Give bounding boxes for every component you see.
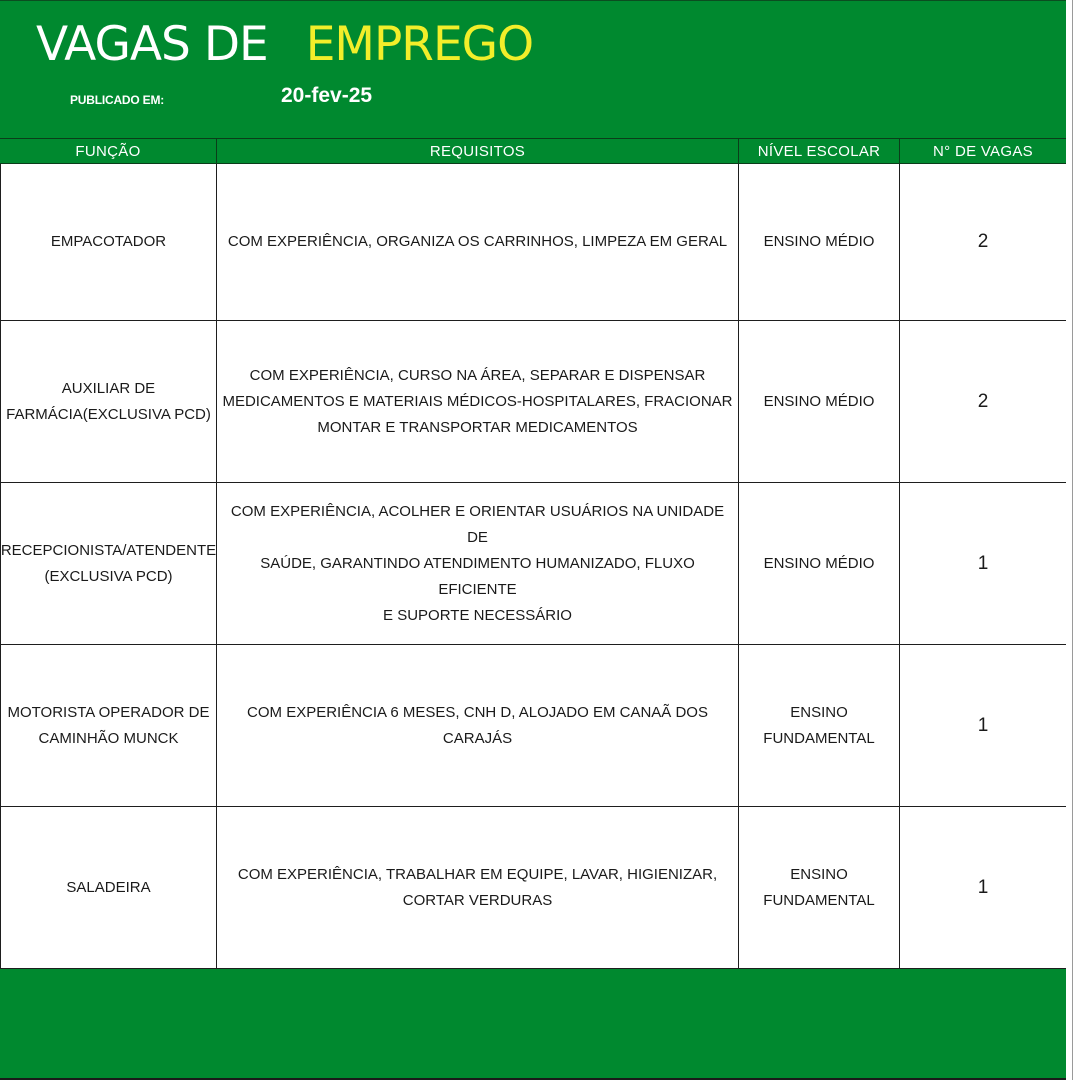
published-label: PUBLICADO EM: (70, 93, 165, 107)
table-row (0, 483, 1066, 645)
cell-numero-vagas: 2 (977, 390, 989, 412)
nivel-line: ENSINO (790, 703, 848, 721)
requisitos-line: SAÚDE, GARANTINDO ATENDIMENTO HUMANIZADO, FLUXO EFICIENTE (260, 554, 695, 598)
cell-nivel-escolar (739, 164, 900, 320)
right-edge-divider (1072, 0, 1073, 1080)
table-row (0, 164, 1066, 321)
table-row (0, 321, 1066, 483)
column-header-requisitos: REQUISITOS (217, 139, 739, 163)
funcao-line: FARMÁCIA(EXCLUSIVA PCD) (6, 405, 211, 423)
funcao-line: (EXCLUSIVA PCD) (44, 567, 173, 585)
cell-requisitos (217, 164, 739, 320)
column-header-numero-vagas: N° DE VAGAS (933, 142, 1033, 160)
cell-nivel-escolar (739, 807, 900, 968)
jobs-table (0, 138, 1066, 969)
cell-numero-vagas: 2 (977, 231, 989, 252)
cell-funcao (0, 645, 217, 806)
funcao-line: SALADEIRA (66, 878, 151, 896)
cell-funcao (0, 164, 217, 320)
cell-nivel-escolar (739, 321, 900, 482)
page-title (36, 15, 533, 75)
cell-funcao (0, 807, 217, 968)
funcao-line: EMPACOTADOR (50, 233, 167, 250)
requisitos-line: COM EXPERIÊNCIA, ACOLHER E ORIENTAR USUÁRIOS NA UNIDADE DE (230, 502, 725, 546)
cell-numero-vagas: 1 (977, 552, 989, 574)
cell-requisitos (217, 645, 739, 806)
requisitos-line: MONTAR E TRANSPORTAR MEDICAMENTOS (317, 418, 638, 436)
requisitos-line: COM EXPERIÊNCIA, TRABALHAR EM EQUIPE, LAVAR, HIGIENIZAR, (237, 865, 718, 883)
requisitos-line: COM EXPERIÊNCIA 6 MESES, CNH D, ALOJADO EM CANAÃ DOS CARAJÁS (247, 703, 708, 747)
column-header-funcao: FUNÇÃO (0, 139, 217, 163)
cell-requisitos (217, 321, 739, 482)
title-part-yellow: EMPREGO (305, 17, 534, 72)
funcao-line: AUXILIAR DE (61, 379, 156, 397)
nivel-line: FUNDAMENTAL (763, 729, 875, 747)
nivel-line: FUNDAMENTAL (763, 891, 875, 909)
published-date: 20-fev-25 (281, 84, 373, 107)
cell-numero-vagas: 1 (977, 714, 989, 736)
requisitos-line: COM EXPERIÊNCIA, ORGANIZA OS CARRINHOS, LIMPEZA EM GERAL (227, 233, 728, 250)
cell-funcao (0, 483, 217, 644)
cell-requisitos (217, 483, 739, 644)
funcao-line: MOTORISTA OPERADOR DE (7, 703, 210, 721)
nivel-line: ENSINO MÉDIO (763, 233, 875, 250)
cell-requisitos (217, 807, 739, 968)
footer-banner (0, 969, 1066, 1080)
funcao-line: RECEPCIONISTA/ATENDENTE (0, 541, 217, 559)
requisitos-line: E SUPORTE NECESSÁRIO (383, 606, 572, 624)
title-part-white: VAGAS DE (36, 17, 268, 72)
nivel-line: ENSINO (790, 865, 848, 883)
cell-funcao (0, 321, 217, 482)
nivel-line: ENSINO MÉDIO (763, 554, 875, 572)
nivel-line: ENSINO MÉDIO (763, 392, 875, 410)
table-row (0, 645, 1066, 807)
requisitos-line: CORTAR VERDURAS (402, 891, 553, 909)
column-header-nivel-escolar: NÍVEL ESCOLAR (739, 139, 900, 163)
header-banner (0, 0, 1066, 138)
table-header-row (0, 138, 1066, 164)
funcao-line: CAMINHÃO MUNCK (38, 729, 179, 747)
cell-nivel-escolar (739, 645, 900, 806)
table-row (0, 807, 1066, 969)
requisitos-line: MEDICAMENTOS E MATERIAIS MÉDICOS-HOSPITALARES, FRACIONAR (222, 392, 733, 410)
cell-numero-vagas: 1 (977, 876, 989, 898)
requisitos-line: COM EXPERIÊNCIA, CURSO NA ÁREA, SEPARAR E DISPENSAR (249, 366, 706, 384)
cell-nivel-escolar (739, 483, 900, 644)
